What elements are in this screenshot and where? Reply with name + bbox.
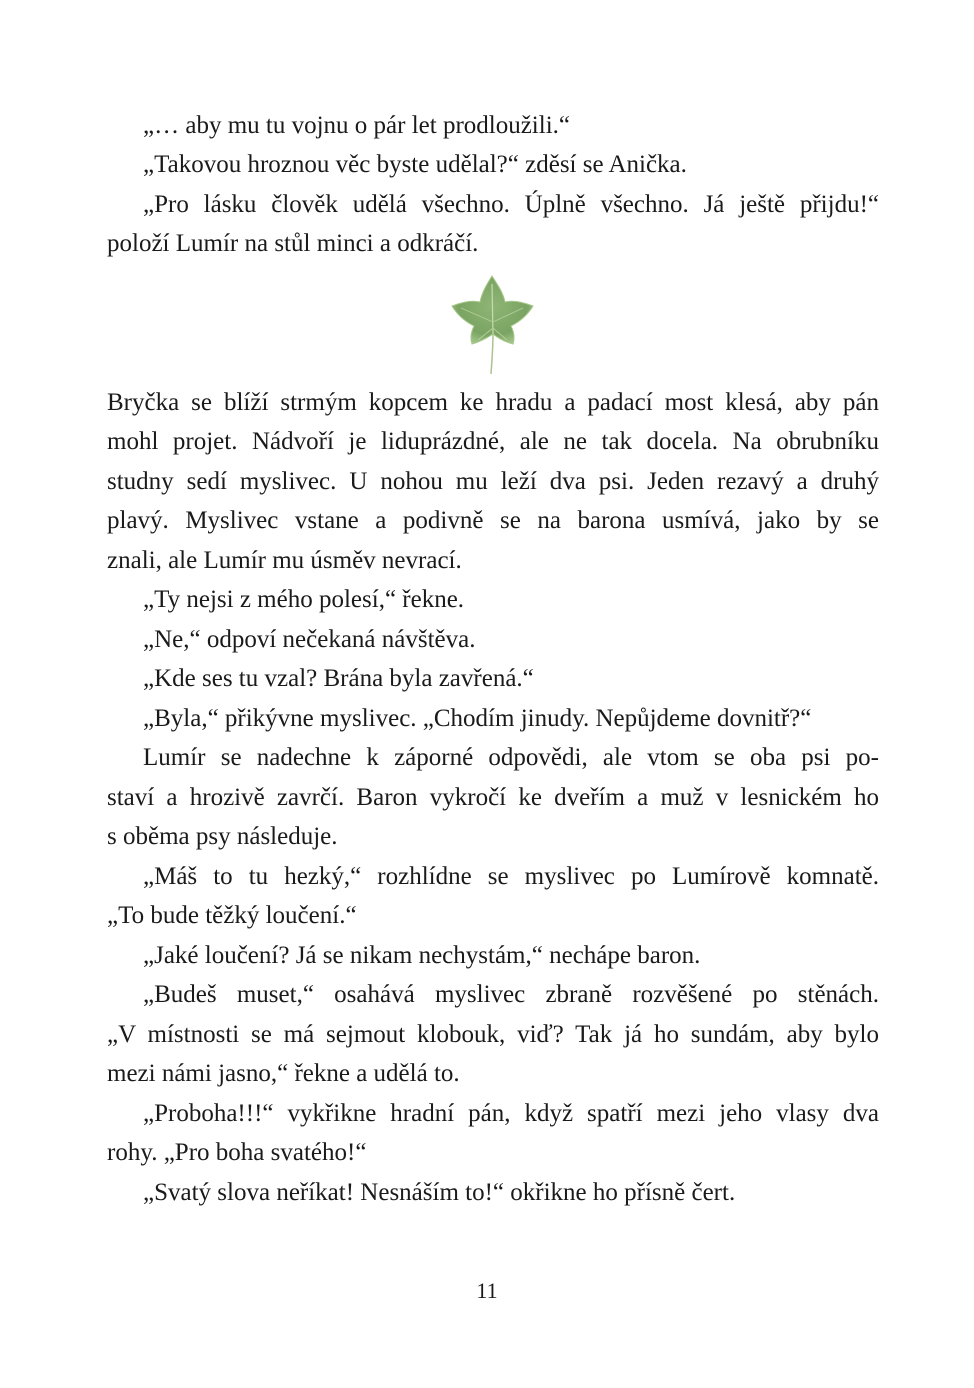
text-line: „Ne,“ odpoví nečekaná návštěva. <box>143 626 476 653</box>
text-line: „Pro lásku člověk udělá všechno. Úplně všechno. Já ještě přijdu!“ <box>143 191 879 218</box>
text-line: staví a hrozivě zavrčí. Baron vykročí ke dveřím a muž v lesnickém ho <box>107 784 879 811</box>
text-line: „… aby mu tu vojnu o pár let prodloužili.“ <box>143 112 570 139</box>
text-line: studny sedí myslivec. U nohou mu leží dva psi. Jeden rezavý a druhý <box>107 468 879 495</box>
text-line: „Jaké loučení? Já se nikam nechystám,“ nechápe baron. <box>143 942 701 969</box>
text-line: „Kde ses tu vzal? Brána byla zavřená.“ <box>143 665 534 692</box>
text-line: „Ty nejsi z mého polesí,“ řekne. <box>143 586 465 613</box>
text-line: „Máš to tu hezký,“ rozhlídne se myslivec po Lumírově komnatě. <box>143 863 879 890</box>
text-line: plavý. Myslivec vstane a podivně se na barona usmívá, jako by se <box>107 507 879 534</box>
text-line: mezi námi jasno,“ řekne a udělá to. <box>107 1060 460 1087</box>
text-line: s oběma psy následuje. <box>107 823 338 850</box>
ivy-leaf-icon <box>447 272 537 377</box>
text-line: „Budeš muset,“ osahává myslivec zbraně rozvěšené po stěnách. <box>143 981 879 1008</box>
page-number: 11 <box>476 1278 498 1303</box>
text-line: „Proboha!!!“ vykřikne hradní pán, když spatří mezi jeho vlasy dva <box>143 1100 879 1127</box>
text-line: „To bude těžký loučení.“ <box>107 902 357 929</box>
text-line: Lumír se nadechne k záporné odpovědi, ale vtom se oba psi po- <box>143 744 879 771</box>
text-line: „Svatý slova neříkat! Nesnáším to!“ okřikne ho přísně čert. <box>143 1179 736 1206</box>
text-line: mohl projet. Nádvoří je liduprázdné, ale ne tak docela. Na obrubníku <box>107 428 879 455</box>
text-line: „Byla,“ přikývne myslivec. „Chodím jinudy. Nepůjdeme dovnitř?“ <box>143 705 812 732</box>
text-line: položí Lumír na stůl minci a odkráčí. <box>107 230 479 257</box>
text-line: rohy. „Pro boha svatého!“ <box>107 1139 367 1166</box>
text-line: znali, ale Lumír mu úsměv nevrací. <box>107 547 462 574</box>
text-line: „V místnosti se má sejmout klobouk, viď? Tak já ho sundám, aby bylo <box>107 1021 879 1048</box>
text-line: „Takovou hroznou věc byste udělal?“ zděsí se Anička. <box>143 151 687 178</box>
text-line: Bryčka se blíží strmým kopcem ke hradu a padací most klesá, aby pán <box>107 389 879 416</box>
